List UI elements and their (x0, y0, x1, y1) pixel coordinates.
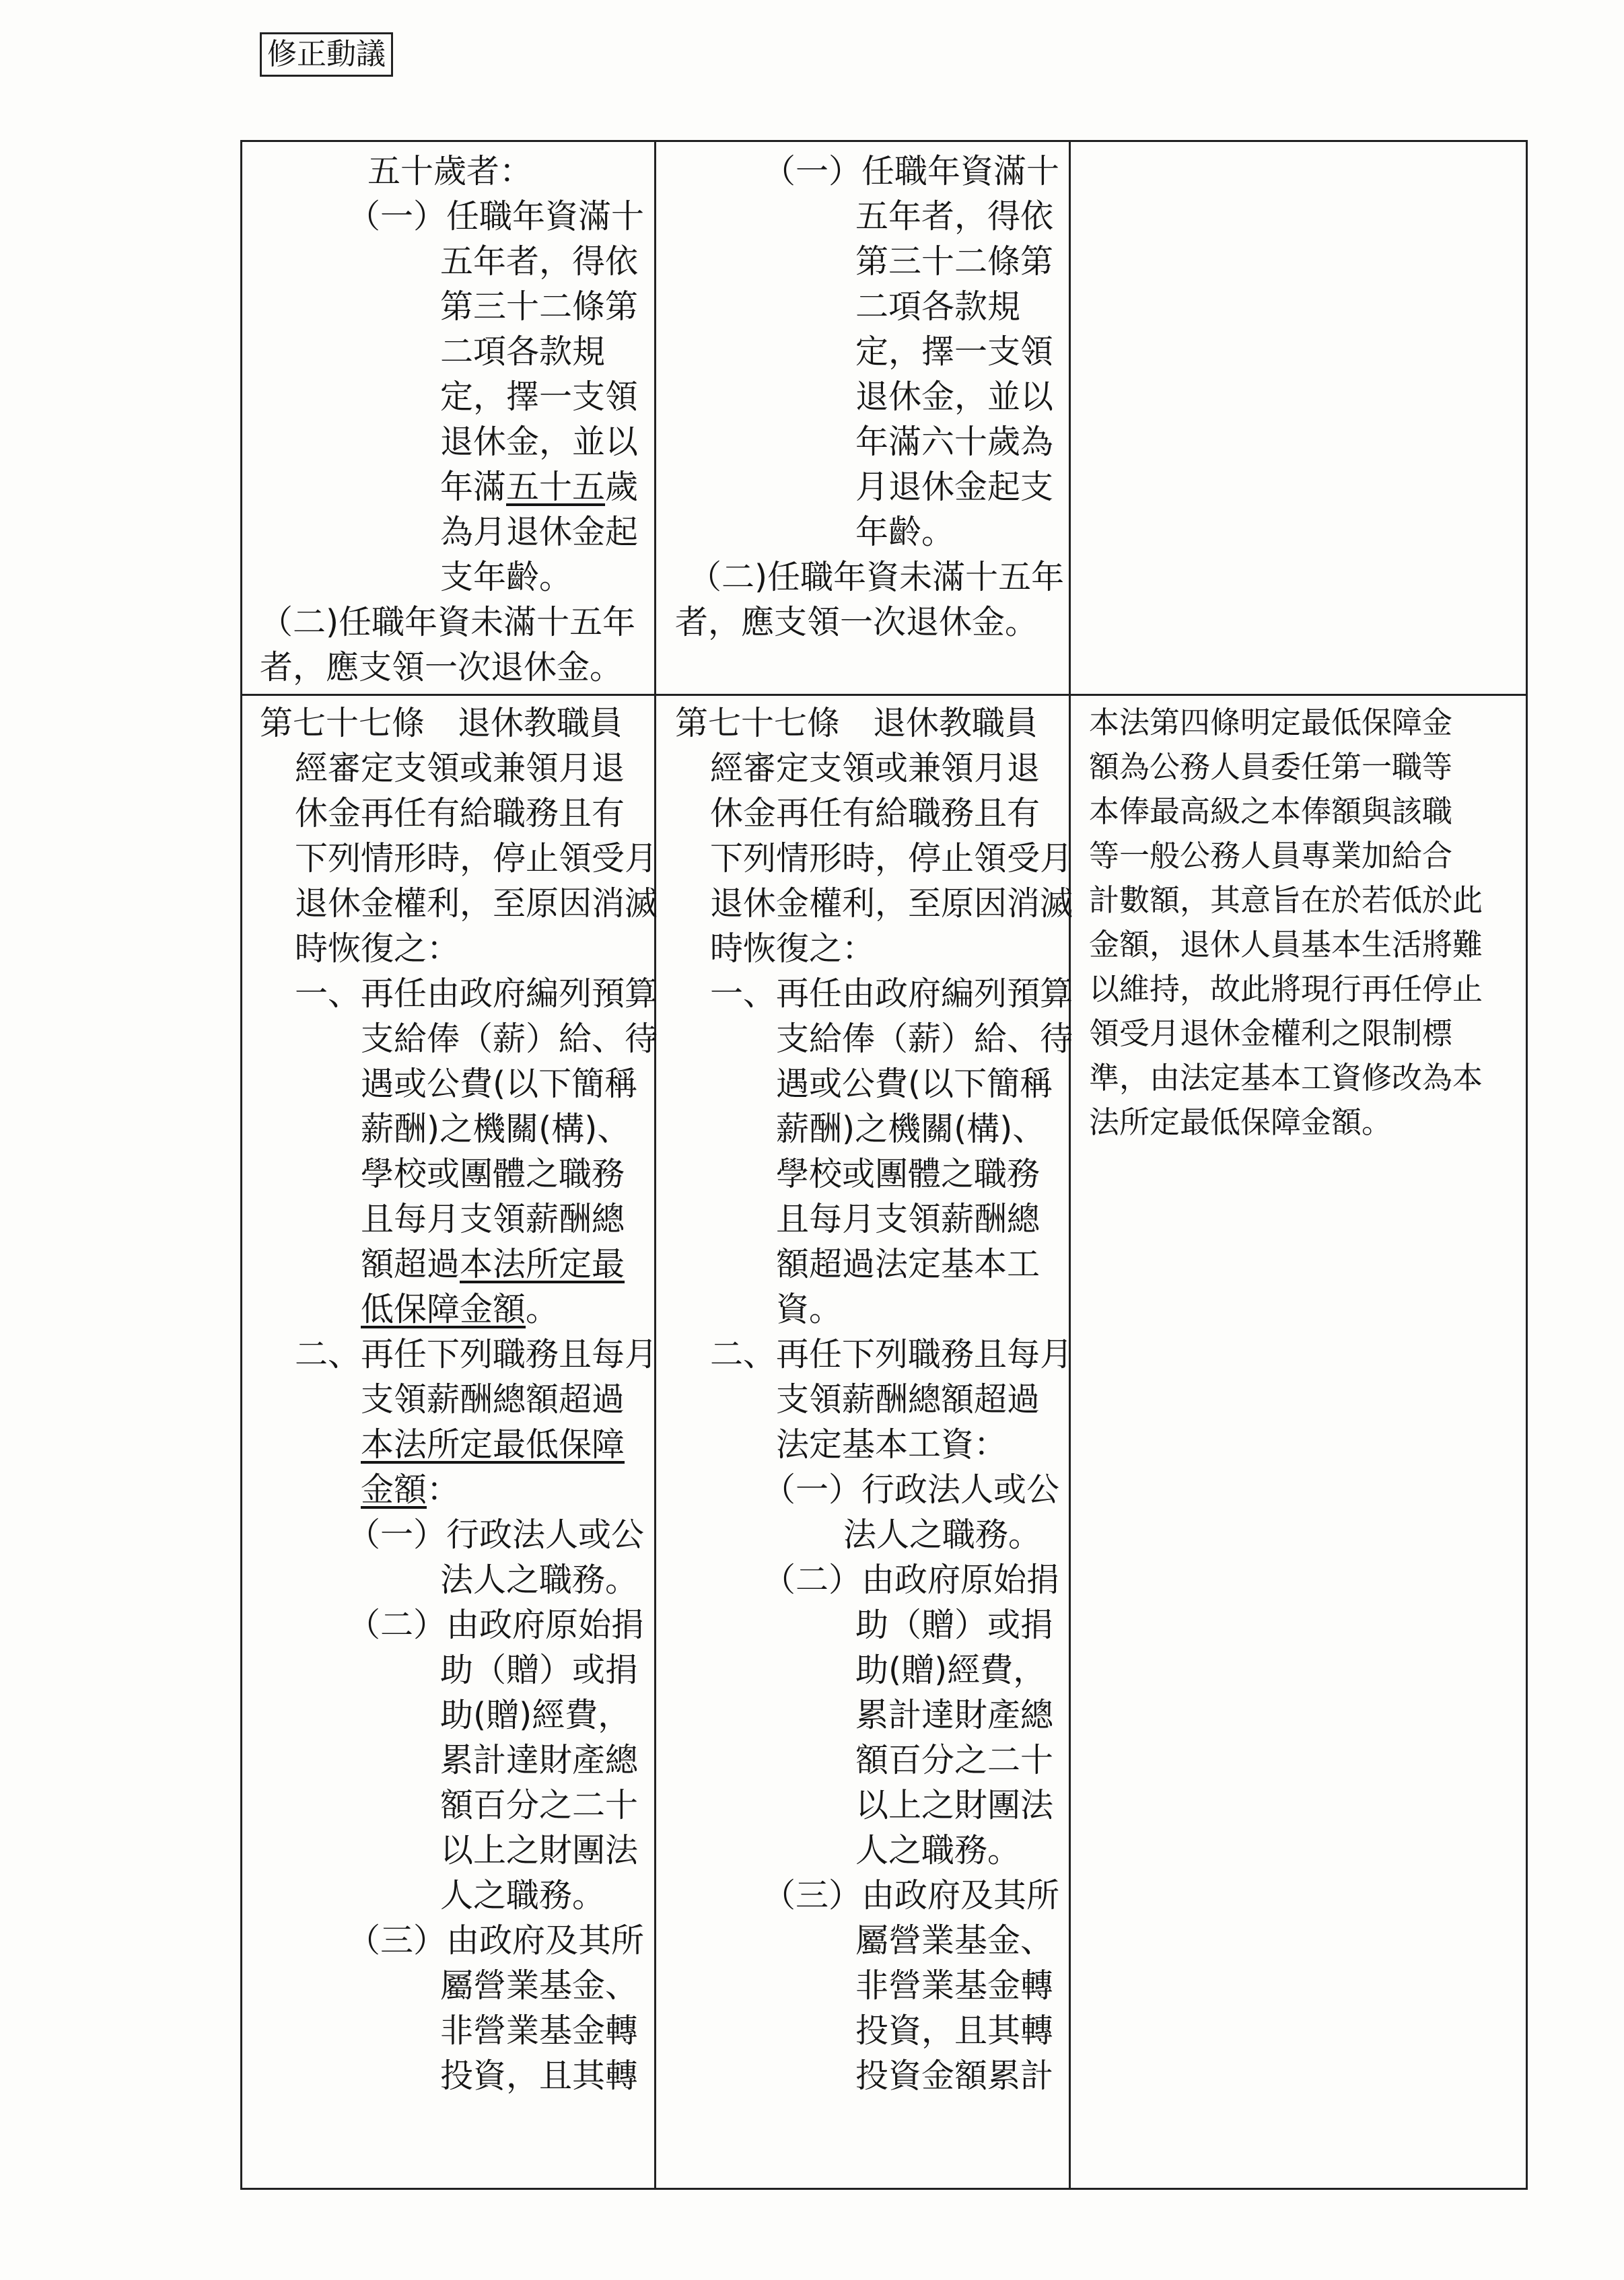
text-line (1089, 745, 1520, 789)
text-line (675, 746, 1072, 791)
text-run: 退休金，並以 (855, 378, 1054, 416)
text-run: 準，由法定基本工資修改為本 (1089, 1060, 1483, 1096)
text-run: （二）由政府原始捐 (347, 1606, 645, 1644)
text-run: 且每月支領薪酬總 (361, 1200, 625, 1238)
text-line (260, 1693, 657, 1738)
text-run: 領受月退休金權利之限制標 (1089, 1016, 1453, 1051)
row2-explanation (1089, 701, 1520, 1145)
text-run: 為月退休金起 (440, 513, 639, 551)
text-line (260, 600, 657, 645)
text-run: （二)任職年資未滿十五年 (689, 558, 1065, 596)
text-run: 額超過 (361, 1245, 460, 1283)
text-line (675, 791, 1072, 836)
text-line (675, 1467, 1072, 1512)
text-run: 退休金權利，至原因消滅 (295, 884, 658, 923)
text-run: 二項各款規 (855, 287, 1021, 326)
text-run: 二、再任下列職務且每月 (295, 1335, 658, 1374)
text-run: 屬營業基金、 (855, 1921, 1054, 1960)
text-line (675, 555, 1072, 600)
text-run: 且每月支領薪酬總 (776, 1200, 1040, 1238)
text-run: 經審定支領或兼領月退 (710, 749, 1040, 787)
text-line (675, 1918, 1072, 1963)
text-run: 累計達財產總 (855, 1696, 1054, 1734)
underlined-amendment: 本法所定最低保障 (361, 1425, 625, 1464)
text-line (675, 1647, 1072, 1693)
text-run: （一）任職年資滿十 (347, 197, 645, 236)
text-run: 薪酬)之機關(構)、 (361, 1110, 631, 1148)
text-run: 退休金，並以 (440, 423, 639, 461)
text-line (260, 836, 657, 881)
text-line (675, 1828, 1072, 1873)
text-line (675, 701, 1072, 746)
text-run: 一、再任由政府編列預算 (710, 974, 1073, 1013)
text-line (260, 1602, 657, 1647)
text-line (260, 1061, 657, 1106)
text-run: 計數額，其意旨在於若低於此 (1089, 882, 1483, 918)
text-line (675, 1332, 1072, 1377)
text-line (260, 1242, 657, 1287)
text-run: 五十歲者： (367, 152, 533, 190)
text-run: 本俸最高級之本俸額與該職 (1089, 793, 1453, 829)
text-line (675, 329, 1072, 374)
text-run: 月退休金起支 (855, 468, 1054, 506)
text-run: （三）由政府及其所 (763, 1876, 1060, 1915)
text-line (675, 2053, 1072, 2098)
text-run: 金額，退休人員基本生活將難 (1089, 927, 1483, 962)
text-line (260, 1647, 657, 1693)
text-line (1089, 1056, 1520, 1100)
text-line (675, 194, 1072, 239)
text-line (260, 329, 657, 374)
text-run: 支給俸（薪）給、待 (361, 1020, 658, 1058)
text-line (675, 464, 1072, 509)
text-line (1089, 701, 1520, 745)
text-line (675, 1602, 1072, 1647)
text-line (260, 194, 657, 239)
underlined-amendment: 本法所定最 (460, 1245, 625, 1283)
text-run: 非營業基金轉 (855, 1966, 1054, 2005)
text-line (260, 791, 657, 836)
text-run: 第七十七條 退休教職員 (675, 704, 1038, 742)
text-line (260, 1512, 657, 1557)
text-line (675, 1151, 1072, 1197)
text-run: 第三十二條第 (440, 287, 639, 326)
text-line (675, 1557, 1072, 1602)
text-run: 額百分之二十 (855, 1741, 1054, 1779)
text-line (260, 926, 657, 971)
text-line (675, 1783, 1072, 1828)
text-line (260, 1106, 657, 1151)
text-run: 下列情形時，停止領受月 (295, 839, 658, 878)
text-run: 非營業基金轉 (440, 2011, 639, 2050)
text-line (260, 1422, 657, 1467)
text-run: 遇或公費(以下簡稱 (776, 1065, 1053, 1103)
text-line (260, 419, 657, 464)
motion-label: 修正動議 (260, 32, 393, 77)
text-line (1089, 1011, 1520, 1056)
text-line (260, 746, 657, 791)
text-line (260, 1738, 657, 1783)
text-run: 以上之財團法 (440, 1831, 639, 1869)
text-line (260, 1151, 657, 1197)
text-line (260, 284, 657, 329)
text-run: 薪酬)之機關(構)、 (776, 1110, 1046, 1148)
text-run: 法定基本工資： (776, 1425, 1008, 1464)
text-run: 法人之職務。 (440, 1561, 639, 1599)
text-run: （三）由政府及其所 (347, 1921, 645, 1960)
text-run: 二項各款規 (440, 332, 606, 371)
text-run: 以維持，故此將現行再任停止 (1089, 971, 1483, 1007)
text-line (675, 926, 1072, 971)
row2-original-text (675, 701, 1072, 2098)
comparison-table (240, 140, 1528, 2190)
text-line (675, 1512, 1072, 1557)
text-run: 法所定最低保障金額。 (1089, 1104, 1392, 1140)
text-run: 二、再任下列職務且每月 (710, 1335, 1073, 1374)
row-divider (242, 694, 1526, 696)
text-run: 定，擇一支領 (855, 332, 1054, 371)
text-run: 額為公務人員委任第一職等 (1089, 749, 1453, 785)
text-line (1089, 967, 1520, 1011)
text-run: 。 (526, 1290, 559, 1328)
text-run: 本法第四條明定最低保障金 (1089, 705, 1453, 740)
text-run: 人之職務。 (440, 1876, 606, 1915)
text-run: 學校或團體之職務 (361, 1155, 625, 1193)
text-run: 助(贈)經費， (855, 1651, 1047, 1689)
text-line (260, 1377, 657, 1422)
text-line (675, 149, 1072, 194)
text-line (260, 2053, 657, 2098)
row1-original-text (675, 149, 1072, 645)
text-run: 額百分之二十 (440, 1786, 639, 1824)
text-line (260, 1467, 657, 1512)
text-run: （二）由政府原始捐 (763, 1561, 1060, 1599)
text-line (260, 1783, 657, 1828)
text-run: 額超過法定基本工 (776, 1245, 1040, 1283)
text-line (675, 509, 1072, 555)
text-run: 五年者，得依 (440, 242, 639, 281)
text-run: 五年者，得依 (855, 197, 1054, 236)
text-run: （一）任職年資滿十 (763, 152, 1060, 190)
text-line (260, 1918, 657, 1963)
underlined-amendment: 五十五 (506, 468, 606, 506)
text-line (675, 2008, 1072, 2053)
text-run: 時恢復之： (710, 929, 876, 968)
text-line (675, 1963, 1072, 2008)
text-run: 屬營業基金、 (440, 1966, 639, 2005)
text-run: 支領薪酬總額超過 (361, 1380, 625, 1419)
row2-amended-text (260, 701, 657, 2098)
text-line (260, 2008, 657, 2053)
text-run: 時恢復之： (295, 929, 460, 968)
row1-amended-text (260, 149, 657, 690)
text-line (260, 464, 657, 509)
text-run: 者，應支領一次退休金。 (260, 648, 623, 686)
text-run: 支領薪酬總額超過 (776, 1380, 1040, 1419)
text-run: 歲 (605, 468, 639, 506)
text-line (675, 836, 1072, 881)
text-run: 助（贈）或捐 (855, 1606, 1054, 1644)
text-line (260, 881, 657, 926)
text-run: 助（贈）或捐 (440, 1651, 639, 1689)
text-run: 以上之財團法 (855, 1786, 1054, 1824)
text-run: 支給俸（薪）給、待 (776, 1020, 1073, 1058)
text-run: ： (427, 1470, 460, 1509)
text-line (675, 1287, 1072, 1332)
underlined-amendment: 低保障金額 (361, 1290, 526, 1328)
text-line (260, 645, 657, 690)
text-run: 投資金額累計 (855, 2057, 1054, 2095)
text-line (260, 1016, 657, 1061)
text-line (675, 1738, 1072, 1783)
text-run: 定，擇一支領 (440, 378, 639, 416)
text-line (260, 1332, 657, 1377)
text-run: 下列情形時，停止領受月 (710, 839, 1073, 878)
text-run: 年滿六十歲為 (855, 423, 1054, 461)
text-line (1089, 1100, 1520, 1145)
text-line (675, 600, 1072, 645)
text-line (260, 971, 657, 1016)
text-line (675, 1061, 1072, 1106)
text-run: 休金再任有給職務且有 (295, 794, 625, 832)
text-line (1089, 878, 1520, 923)
text-run: 休金再任有給職務且有 (710, 794, 1040, 832)
underlined-amendment: 金額 (361, 1470, 427, 1509)
text-line (260, 149, 657, 194)
text-line (675, 1873, 1072, 1918)
text-line (260, 374, 657, 419)
text-line (675, 239, 1072, 284)
text-line (260, 509, 657, 555)
text-line (260, 1287, 657, 1332)
text-line (1089, 834, 1520, 878)
text-line (260, 1963, 657, 2008)
text-line (675, 1106, 1072, 1151)
text-line (675, 881, 1072, 926)
text-line (675, 1242, 1072, 1287)
text-run: 人之職務。 (855, 1831, 1021, 1869)
text-line (260, 701, 657, 746)
text-run: 年滿 (440, 468, 507, 506)
text-run: 支年齡。 (440, 558, 573, 596)
text-line (1089, 923, 1520, 967)
text-run: 資。 (776, 1290, 843, 1328)
text-run: 學校或團體之職務 (776, 1155, 1040, 1193)
text-line (260, 1873, 657, 1918)
text-run: 第三十二條第 (855, 242, 1054, 281)
text-run: 第七十七條 退休教職員 (260, 704, 623, 742)
text-line (260, 1557, 657, 1602)
text-run: 投資，且其轉 (440, 2057, 639, 2095)
text-run: 年齡。 (855, 513, 955, 551)
text-line (675, 971, 1072, 1016)
text-run: 法人之職務。 (843, 1516, 1042, 1554)
text-run: （一）行政法人或公 (347, 1516, 645, 1554)
text-run: 累計達財產總 (440, 1741, 639, 1779)
text-run: 一、再任由政府編列預算 (295, 974, 658, 1013)
text-line (675, 1422, 1072, 1467)
text-run: 遇或公費(以下簡稱 (361, 1065, 638, 1103)
text-run: 投資，且其轉 (855, 2011, 1054, 2050)
text-run: 者，應支領一次退休金。 (675, 603, 1038, 641)
text-run: 助(贈)經費， (440, 1696, 631, 1734)
text-line (675, 1197, 1072, 1242)
text-run: （二)任職年資未滿十五年 (260, 603, 636, 641)
text-line (260, 1828, 657, 1873)
text-run: 等一般公務人員專業加給合 (1089, 838, 1453, 874)
text-line (260, 555, 657, 600)
text-line (1089, 789, 1520, 834)
text-run: 經審定支領或兼領月退 (295, 749, 625, 787)
text-line (675, 284, 1072, 329)
text-line (675, 374, 1072, 419)
text-line (675, 419, 1072, 464)
text-line (260, 239, 657, 284)
text-line (260, 1197, 657, 1242)
text-line (675, 1377, 1072, 1422)
text-run: 退休金權利，至原因消滅 (710, 884, 1073, 923)
text-line (675, 1693, 1072, 1738)
text-run: （一）行政法人或公 (763, 1470, 1060, 1509)
text-line (675, 1016, 1072, 1061)
